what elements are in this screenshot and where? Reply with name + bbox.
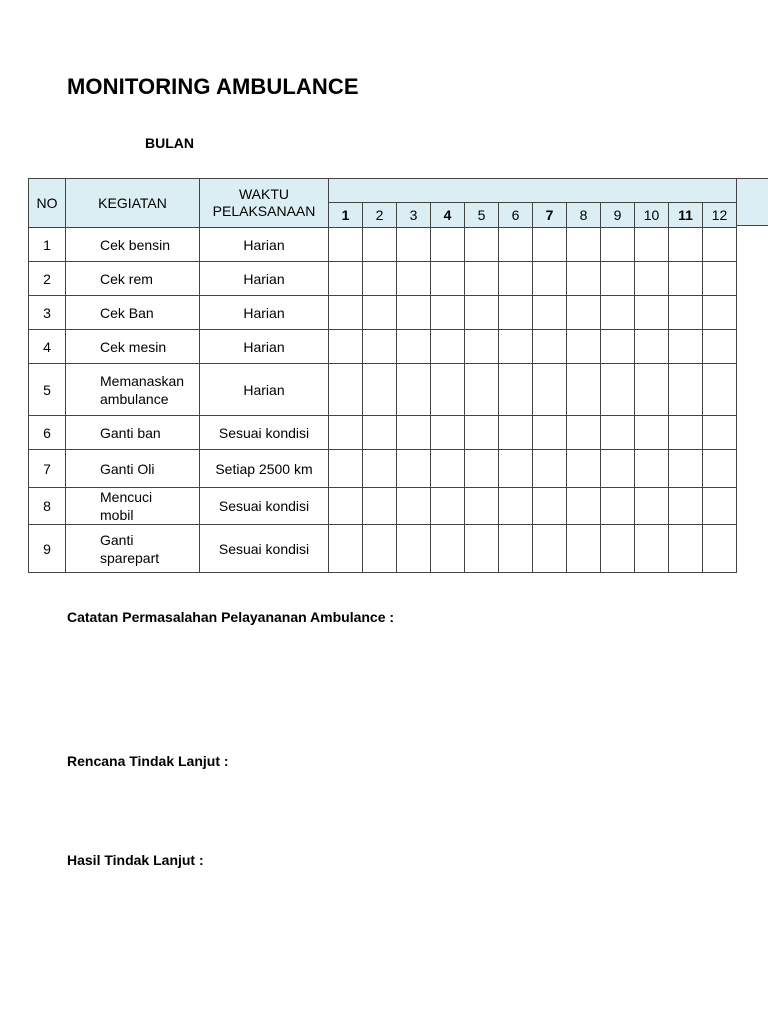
row-number: 6 [29, 416, 66, 450]
row-number: 5 [29, 364, 66, 416]
schedule-cell: Harian [200, 228, 329, 262]
check-cell[interactable] [329, 330, 363, 364]
check-cell[interactable] [431, 488, 465, 525]
check-cell[interactable] [635, 262, 669, 296]
check-cell[interactable] [567, 488, 601, 525]
check-cell[interactable] [601, 450, 635, 488]
monitoring-table [28, 178, 737, 573]
check-cell[interactable] [465, 330, 499, 364]
page-title: MONITORING AMBULANCE [67, 74, 359, 99]
check-cell[interactable] [363, 416, 397, 450]
activity-line: ambulance [100, 390, 169, 407]
header-strip [735, 178, 768, 226]
check-cell[interactable] [703, 525, 737, 573]
table-row [29, 416, 737, 450]
check-cell[interactable] [397, 296, 431, 330]
check-cell[interactable] [567, 450, 601, 488]
check-cell[interactable] [669, 488, 703, 525]
check-cell[interactable] [635, 296, 669, 330]
check-cell[interactable] [635, 525, 669, 573]
day-header: 9 [601, 203, 635, 228]
table-row [29, 450, 737, 488]
header-days-group [329, 179, 737, 203]
check-cell[interactable] [567, 228, 601, 262]
check-cell[interactable] [431, 364, 465, 416]
day-header: 4 [431, 203, 465, 228]
day-header: 10 [635, 203, 669, 228]
check-cell[interactable] [567, 296, 601, 330]
check-cell[interactable] [397, 450, 431, 488]
check-cell[interactable] [363, 228, 397, 262]
check-cell[interactable] [533, 262, 567, 296]
check-cell[interactable] [465, 262, 499, 296]
check-cell[interactable] [567, 525, 601, 573]
catatan-label: Catatan Permasalahan Pelayananan Ambulance : [67, 609, 395, 625]
check-cell[interactable] [329, 450, 363, 488]
schedule-cell: Setiap 2500 km [200, 450, 329, 488]
schedule-cell: Harian [200, 330, 329, 364]
check-cell[interactable] [465, 416, 499, 450]
table-row [29, 525, 737, 573]
hasil-label: Hasil Tindak Lanjut : [67, 852, 204, 868]
check-cell[interactable] [397, 228, 431, 262]
check-cell[interactable] [397, 416, 431, 450]
check-cell[interactable] [363, 262, 397, 296]
check-cell[interactable] [465, 228, 499, 262]
check-cell[interactable] [499, 416, 533, 450]
check-cell[interactable] [397, 262, 431, 296]
check-cell[interactable] [703, 296, 737, 330]
check-cell[interactable] [465, 488, 499, 525]
check-cell[interactable] [703, 330, 737, 364]
check-cell[interactable] [329, 488, 363, 525]
header-waktu [200, 179, 329, 228]
activity-line: Memanaskan [100, 372, 185, 389]
row-number: 2 [29, 262, 66, 296]
schedule-cell: Harian [200, 296, 329, 330]
check-cell[interactable] [635, 228, 669, 262]
check-cell[interactable] [635, 364, 669, 416]
check-cell[interactable] [533, 330, 567, 364]
check-cell[interactable] [431, 228, 465, 262]
row-number: 3 [29, 296, 66, 330]
check-cell[interactable] [465, 364, 499, 416]
day-header: 12 [703, 203, 737, 228]
day-header: 1 [329, 203, 363, 228]
check-cell[interactable] [499, 450, 533, 488]
day-header: 6 [499, 203, 533, 228]
check-cell[interactable] [567, 416, 601, 450]
header-kegiatan: KEGIATAN [66, 179, 200, 228]
schedule-cell: Sesuai kondisi [200, 416, 329, 450]
activity-line: Ganti [100, 531, 134, 548]
check-cell[interactable] [431, 330, 465, 364]
check-cell[interactable] [329, 364, 363, 416]
table-row [29, 364, 737, 416]
day-header: 3 [397, 203, 431, 228]
row-number: 7 [29, 450, 66, 488]
check-cell[interactable] [669, 262, 703, 296]
check-cell[interactable] [601, 488, 635, 525]
check-cell[interactable] [329, 262, 363, 296]
check-cell[interactable] [431, 525, 465, 573]
check-cell[interactable] [431, 262, 465, 296]
check-cell[interactable] [533, 450, 567, 488]
check-cell[interactable] [703, 488, 737, 525]
check-cell[interactable] [669, 416, 703, 450]
header-no: NO [29, 179, 66, 228]
check-cell[interactable] [533, 416, 567, 450]
activity-line: mobil [100, 507, 134, 523]
check-cell[interactable] [363, 525, 397, 573]
check-cell[interactable] [397, 330, 431, 364]
check-cell[interactable] [567, 364, 601, 416]
schedule-cell: Harian [200, 364, 329, 416]
check-cell[interactable] [635, 488, 669, 525]
check-cell[interactable] [703, 228, 737, 262]
day-header: 7 [533, 203, 567, 228]
check-cell[interactable] [465, 525, 499, 573]
check-cell[interactable] [397, 364, 431, 416]
check-cell[interactable] [669, 228, 703, 262]
check-cell[interactable] [669, 450, 703, 488]
day-header: 11 [669, 203, 703, 228]
check-cell[interactable] [329, 525, 363, 573]
check-cell[interactable] [533, 364, 567, 416]
check-cell[interactable] [397, 488, 431, 525]
check-cell[interactable] [601, 364, 635, 416]
check-cell[interactable] [329, 228, 363, 262]
check-cell[interactable] [465, 450, 499, 488]
check-cell[interactable] [567, 262, 601, 296]
schedule-cell: Sesuai kondisi [200, 525, 329, 573]
activity-cell: Cek mesin [66, 330, 200, 364]
check-cell[interactable] [465, 296, 499, 330]
activity-cell: Cek rem [66, 262, 200, 296]
check-cell[interactable] [533, 525, 567, 573]
check-cell[interactable] [499, 488, 533, 525]
check-cell[interactable] [499, 364, 533, 416]
check-cell[interactable] [601, 525, 635, 573]
day-header: 2 [363, 203, 397, 228]
check-cell[interactable] [499, 228, 533, 262]
table-row [29, 262, 737, 296]
table-row [29, 488, 737, 525]
check-cell[interactable] [669, 364, 703, 416]
activity-cell: Ganti Oli [66, 450, 200, 488]
month-label: BULAN [145, 135, 194, 151]
check-cell[interactable] [329, 296, 363, 330]
check-cell[interactable] [703, 450, 737, 488]
check-cell[interactable] [397, 525, 431, 573]
activity-cell [66, 364, 200, 416]
row-number: 8 [29, 488, 66, 525]
check-cell[interactable] [669, 296, 703, 330]
activity-line: Mencuci [100, 489, 153, 505]
header-waktu-line1: WAKTU [238, 186, 290, 202]
check-cell[interactable] [669, 330, 703, 364]
activity-cell: Cek bensin [66, 228, 200, 262]
rencana-label: Rencana Tindak Lanjut : [67, 753, 229, 769]
check-cell[interactable] [635, 416, 669, 450]
activity-cell: Cek Ban [66, 296, 200, 330]
check-cell[interactable] [499, 330, 533, 364]
activity-cell: Ganti ban [66, 416, 200, 450]
table-row [29, 228, 737, 262]
check-cell[interactable] [567, 330, 601, 364]
check-cell[interactable] [601, 296, 635, 330]
check-cell[interactable] [431, 416, 465, 450]
schedule-cell: Sesuai kondisi [200, 488, 329, 525]
check-cell[interactable] [363, 488, 397, 525]
header-waktu-line2: PELAKSANAAN [212, 203, 316, 219]
check-cell[interactable] [601, 262, 635, 296]
check-cell[interactable] [431, 450, 465, 488]
check-cell[interactable] [533, 228, 567, 262]
row-number: 9 [29, 525, 66, 573]
row-number: 1 [29, 228, 66, 262]
check-cell[interactable] [635, 450, 669, 488]
check-cell[interactable] [499, 525, 533, 573]
schedule-cell: Harian [200, 262, 329, 296]
check-cell[interactable] [703, 364, 737, 416]
check-cell[interactable] [329, 416, 363, 450]
check-cell[interactable] [499, 296, 533, 330]
activity-cell [66, 525, 200, 573]
table-row [29, 296, 737, 330]
check-cell[interactable] [635, 330, 669, 364]
check-cell[interactable] [431, 296, 465, 330]
check-cell[interactable] [363, 364, 397, 416]
activity-cell [66, 488, 200, 525]
check-cell[interactable] [363, 296, 397, 330]
table-row [29, 330, 737, 364]
check-cell[interactable] [601, 416, 635, 450]
check-cell[interactable] [703, 416, 737, 450]
check-cell[interactable] [669, 525, 703, 573]
check-cell[interactable] [601, 330, 635, 364]
check-cell[interactable] [533, 488, 567, 525]
check-cell[interactable] [703, 262, 737, 296]
check-cell[interactable] [363, 330, 397, 364]
row-number: 4 [29, 330, 66, 364]
check-cell[interactable] [533, 296, 567, 330]
check-cell[interactable] [499, 262, 533, 296]
day-header: 8 [567, 203, 601, 228]
check-cell[interactable] [601, 228, 635, 262]
day-header: 5 [465, 203, 499, 228]
activity-line: sparepart [100, 549, 160, 566]
check-cell[interactable] [363, 450, 397, 488]
